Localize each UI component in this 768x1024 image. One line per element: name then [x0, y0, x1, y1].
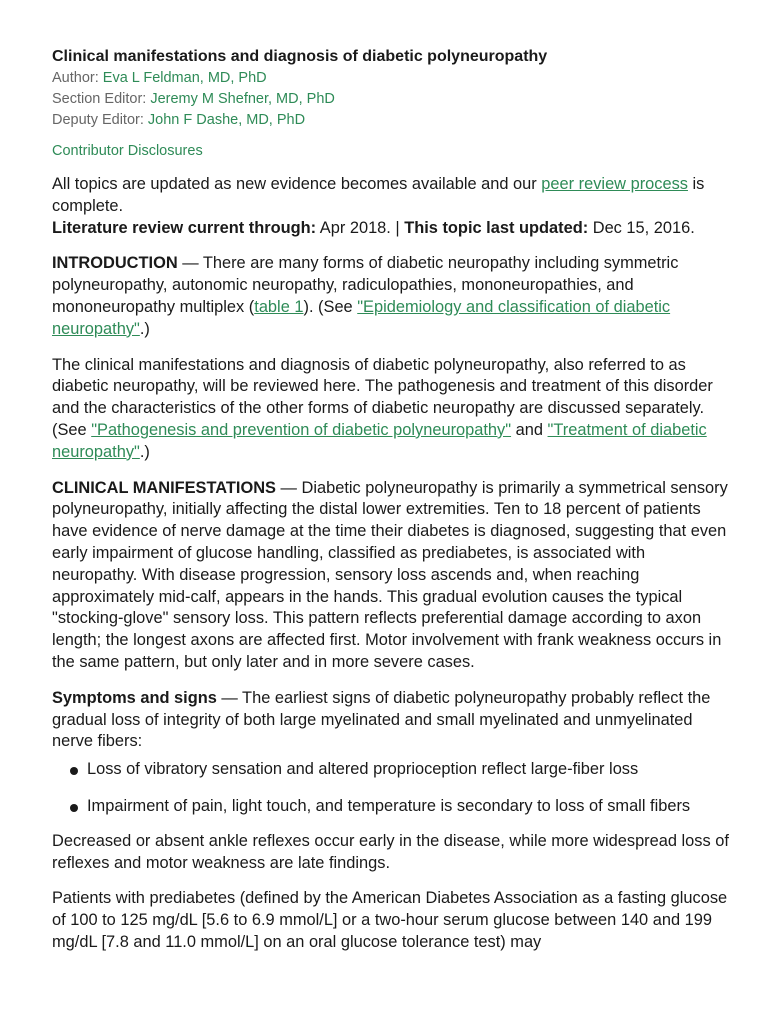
list-item [52, 759, 732, 781]
overview-text-and: and [511, 420, 548, 439]
lit-review-label: Literature review current through: [52, 218, 317, 237]
update-notice [52, 174, 732, 239]
clinical-manifestations-paragraph [52, 478, 732, 674]
list-item-text: Loss of vibratory sensation and altered proprioception reflect large-fiber loss [87, 760, 639, 779]
contributor-disclosures-link[interactable]: Contributor Disclosures [52, 143, 203, 159]
lit-review-value: Apr 2018. | [316, 218, 405, 237]
introduction-paragraph [52, 253, 732, 340]
pathogenesis-link[interactable]: "Pathogenesis and prevention of diabetic polyneuropathy" [91, 420, 512, 439]
author-name[interactable]: Eva L Feldman, MD, PhD [102, 70, 267, 86]
deputy-editor-label: Deputy Editor: [52, 112, 144, 128]
introduction-text-see: ). (See [303, 297, 358, 316]
list-item [52, 796, 732, 818]
list-item-text: Impairment of pain, light touch, and temperature is secondary to loss of small fibers [87, 796, 691, 815]
bullet-icon [70, 804, 78, 812]
update-text-before: All topics are updated as new evidence becomes available and our [52, 175, 542, 193]
clinical-manifestations-heading: CLINICAL MANIFESTATIONS [52, 478, 276, 497]
section-editor-name[interactable]: Jeremy M Shefner, MD, PhD [150, 91, 335, 107]
deputy-editor-name[interactable]: John F Dashe, MD, PhD [147, 112, 306, 128]
last-updated-label: This topic last updated: [404, 218, 589, 237]
author-line [52, 68, 732, 89]
table-1-link[interactable]: table 1 [254, 297, 304, 316]
epidemiology-link[interactable]: "Epidemiology and classification of diabetic neuropathy" [52, 297, 671, 338]
treatment-link[interactable]: "Treatment of diabetic neuropathy" [52, 420, 707, 461]
introduction-heading: INTRODUCTION [52, 254, 178, 273]
overview-paragraph [52, 355, 732, 464]
article-title: Clinical manifestations and diagnosis of diabetic polyneuropathy [52, 48, 548, 65]
deputy-editor-line [52, 110, 732, 131]
overview-text-end: .) [139, 442, 150, 461]
peer-review-link[interactable]: peer review process [541, 175, 688, 193]
symptoms-heading: Symptoms and signs [52, 688, 217, 707]
update-text-after: is complete. [52, 175, 705, 215]
section-editor-line [52, 89, 732, 110]
reflexes-paragraph: Decreased or absent ankle reflexes occur early in the disease, while more widespread loss of reflexes and motor weakness are late findings. [52, 831, 729, 872]
symptoms-list [52, 759, 732, 818]
introduction-text: — There are many forms of diabetic neuropathy including symmetric polyneuropathy, autonomic neuropathy, radiculopathies, mononeuropathies, and mononeuropathy multiplex ( [52, 254, 679, 316]
symptoms-text: — The earliest signs of diabetic polyneuropathy probably reflect the gradual loss of integrity of both large myelinated and small myelinated and unmyelinated nerve fibers: [52, 688, 711, 751]
bullet-icon [70, 767, 78, 775]
symptoms-paragraph [52, 688, 732, 753]
overview-text: The clinical manifestations and diagnosis of diabetic polyneuropathy, also referred to as diabetic neuropathy, will be reviewed here. The pathogenesis and treatment of this disorder and the characteristics of the other forms of diabetic neuropathy are discussed separately. (See [52, 355, 713, 439]
prediabetes-paragraph: Patients with prediabetes (defined by the American Diabetes Association as a fasting glucose of 100 to 125 mg/dL [5.6 to 6.9 mmol/L] or a two-hour serum glucose between 140 and 199 mg/dL [7.8 and 11.0 mmol/L] on an oral glucose tolerance test) may [52, 889, 728, 951]
section-editor-label: Section Editor: [52, 91, 147, 107]
introduction-text-end: .) [139, 319, 150, 338]
clinical-manifestations-text: — Diabetic polyneuropathy is primarily a symmetrical sensory polyneuropathy, initially affecting the distal lower extremities. Ten to 18 percent of patients have evidence of nerve damage at the time their diabetes is diagnosed, suggesting that even early impairment of glucose handling, classified as prediabetes, is associated with neuropathy. With disease progression, sensory loss ascends and, when reaching approximately mid-calf, appears in the hands. This gradual evolution causes the typical "stocking-glove" sensory loss. This pattern reflects preferential damage according to axon length; the longest axons are affected first. Motor involvement with frank weakness occurs in the same pattern, but only later and in more severe cases. [52, 478, 728, 671]
author-label: Author: [52, 70, 99, 86]
last-updated-value: Dec 15, 2016. [588, 218, 695, 237]
